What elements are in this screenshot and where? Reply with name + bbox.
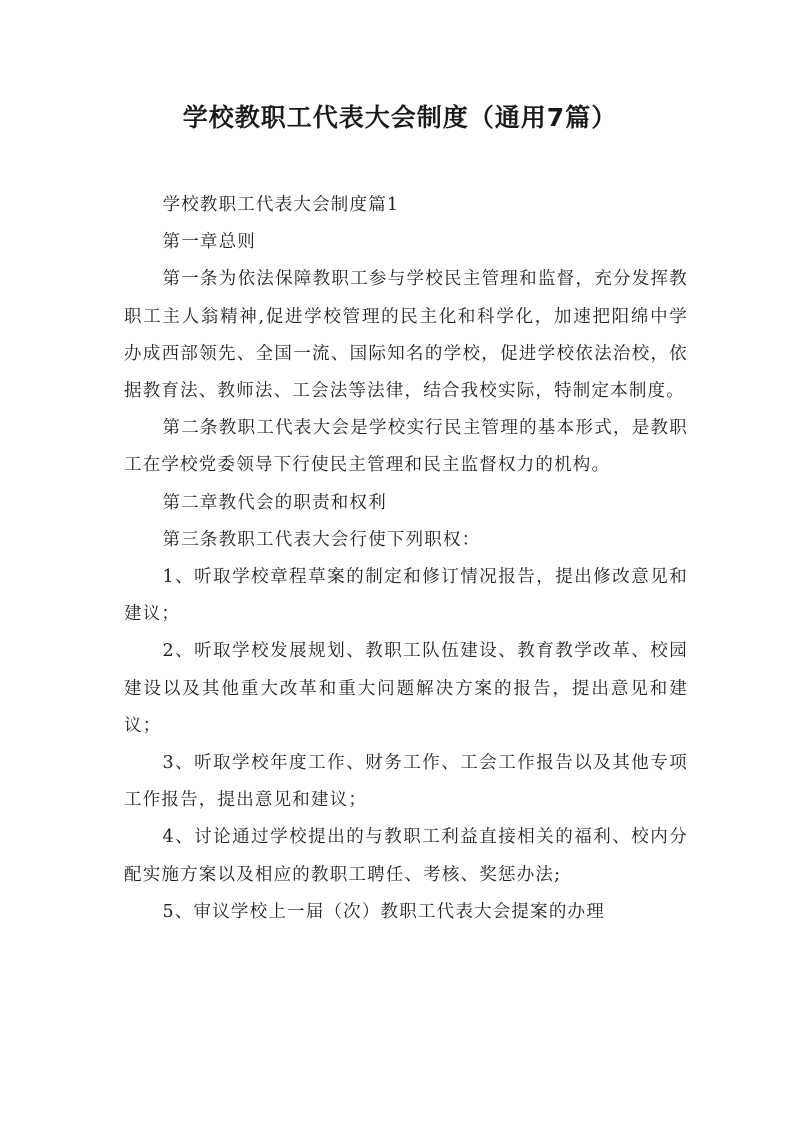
section-title: 学校教职工代表大会制度篇1 [162, 195, 400, 215]
article-paragraph: 第三条教职工代表大会行使下列职权： [162, 529, 481, 550]
list-item: 2、听取学校发展规划、教职工队伍建设、教育教学改革、校园建设以及其他重大改革和重大问题解决方案的报告，提出意见和建议； [124, 641, 688, 736]
chapter-heading: 第二章教代会的职责和权利 [162, 492, 387, 513]
list-item: 5、审议学校上一届（次）教职工代表大会提案的办理 [162, 901, 605, 922]
document-title: 学校教职工代表大会制度（通用7篇） [182, 103, 618, 132]
article-paragraph: 第一条为依法保障教职工参与学校民主管理和监督，充分发挥教职工主人翁精神,促进学校管理的民主化和科学化，加速把阳绵中学办成西部领先、全国一流、国际知名的学校，促进学校依法治校，依据教育法、教师法、工会法等法律，结合我校实际，特制定本制度。 [124, 269, 688, 402]
article-paragraph: 第二条教职工代表大会是学校实行民主管理的基本形式，是教职工在学校党委领导下行使民主管理和民主监督权力的机构。 [124, 418, 688, 476]
chapter-heading: 第一章总则 [162, 232, 256, 253]
list-item: 1、听取学校章程草案的制定和修订情况报告，提出修改意见和建议； [124, 567, 688, 625]
document-body [124, 187, 688, 931]
list-item: 3、听取学校年度工作、财务工作、工会工作报告以及其他专项工作报告，提出意见和建议； [124, 753, 688, 811]
list-item: 4、讨论通过学校提出的与教职工利益直接相关的福利、校内分配实施方案以及相应的教职工聘任、考核、奖惩办法; [124, 827, 688, 885]
